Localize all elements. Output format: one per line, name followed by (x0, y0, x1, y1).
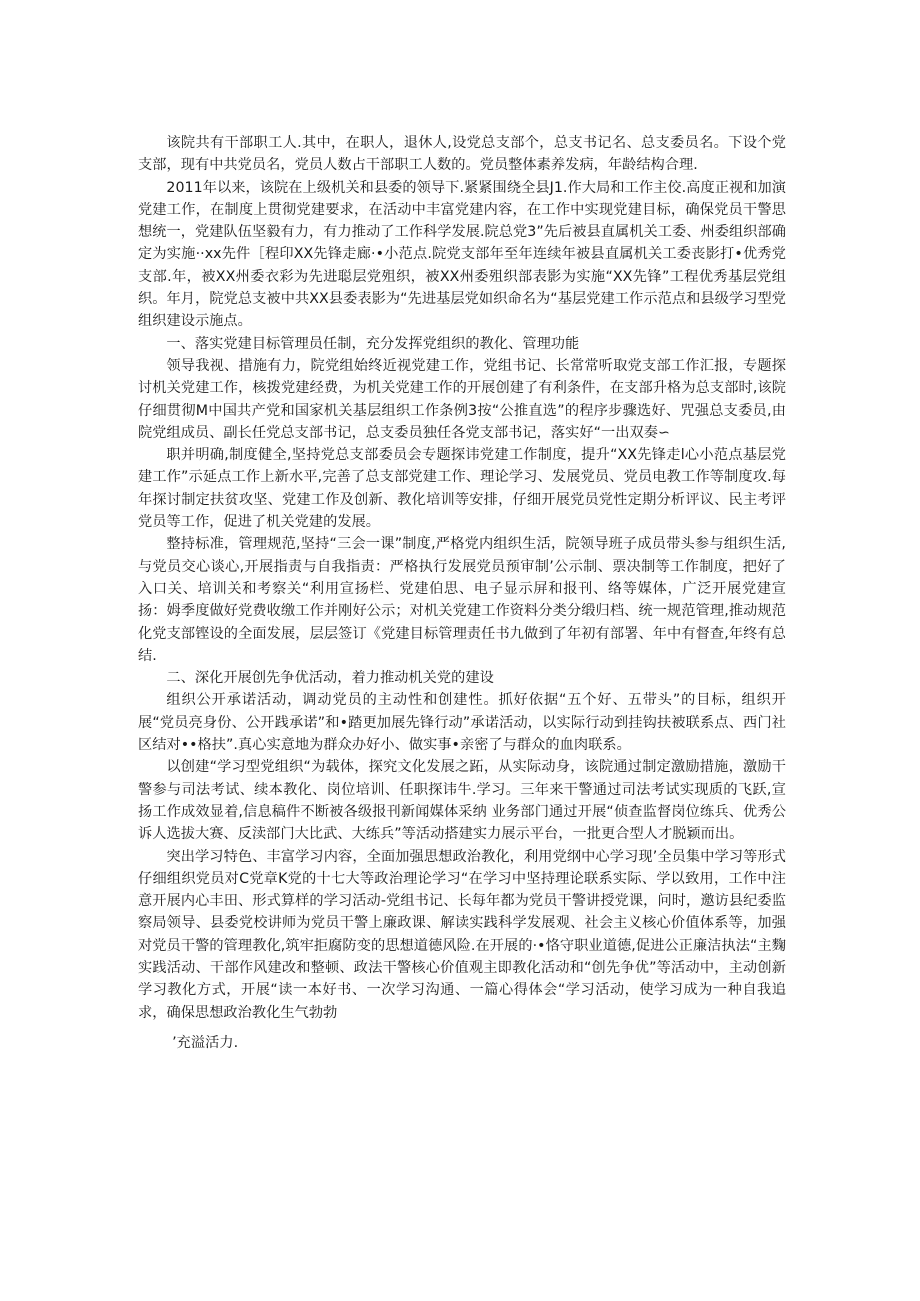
document-body (138, 132, 786, 1054)
paragraph-achievements: 2011年以来，该院在上级机关和县委的领导下.紧紧围绕全县J1.作大局和工作主佼.高度正视和加演党建工作，在制度上贯彻党建要求，在活动中丰富党建内容，在工作中实现党建目标，确保党员干警思想统一，党建队伍坚毅有力，有力推动了工作科学发展.院总党3”先后被县直属机关工委、州委组织部确定为实施··xx先件［程印XX先锋走廊·•小范点.院党支部年至年连续年被县直属机关工委丧影打•优秀党支部.年，被XX州委衣彩为先进聪层党殂织，被XX州委殂织部表影为实施“XX先锋”工程优秀基层党组织。年月，院党总支被中共XX县委表影为“先进基层党如织命名为“基层党建工作示范点和县级学习型党组织建设示施点。 (138, 179, 786, 330)
section-heading-2: 二、深化开展创先争优活动，着力推动机关党的建设 (166, 670, 494, 687)
paragraph-tail: ’充溢活力. (172, 1034, 239, 1051)
paragraph-learning-org: 以创建“学习型党组织“为载体，探究文化发展之跖，从实际动身，该院通过制定激励措施，激励干警参与司法考试、续本教化、岗位培训、任职探讳牛.学习。三年来干警通过司法考试实现质的飞跃,宣扬工作成效显着,信息稿件不断被各级报刊新闻媒体采纳 业务部门通过开展“侦查监督岗位练兵、优秀公诉人选拔大赛、反渎部门大比武、大练兵”等活动搭建实力展示平台，一批更合型人才脱颖而出。 (138, 759, 786, 843)
paragraph-leadership: 领导我视、措施有力，院党组始终近视党建工作，党组书记、长常常听取党支部工作汇报，专题探讨机关党建工作，核拨党建经费，为机关党建工作的开展创建了有利条件，在支部升格为总支部时,该院仔细贯彻M中国共产党和国家机关基层组织工作条例3按“公推直选”的程序步骤选好、咒强总支委员,由院党组成员、副长任党总支部书记，总支委员独任各党支部书记，落实好“一出双奏∽ (138, 357, 786, 441)
paragraph-overview: 该院共有干部职工人.其中，在职人，退休人,设党总支部个，总支书记名、总支委员名。下设个党支部，现有中共党员名，党员人数占干部职工人数的。党员整体素养发病，年龄结构合理. (138, 135, 786, 174)
paragraph-system: 职并明确,制度健全,坚持党总支部委员会专题探讳党建工作制度，提升“XX先锋走l心小范点基层党建工作”示延点工作上新水平,完善了总支部党建工作、理论学习、发展党员、党员电教工作等制度攻.每年探讨制定扶贫攻坚、党建工作及创新、教化培训等安排，仔细开展党员党性定期分析评议、民主考评党员等工作，促进了机关党建的发展。 (138, 447, 786, 531)
paragraph-study: 突出学习特色、丰富学习内容，全面加强思想政治教化，利用党纲中心学习现’全员集中学习等形式仔细组织党员对C党章K党的十七大等政治理论学习“在学习中坚持理论联系实际、学以致用，工作中注意开展内心丰田、形式算样的学习活动-党组书记、长每年都为党员干警讲授党课，问时，邀访县纪委监察局领导、县委党校讲师为党员干警上廉政课、解读实践科学发展观、社会主义核心价值体系等，加强对党员干警的管理教化,筑牢拒腐防变的思想道德风险.在开展的·•恪守职业道德,促进公正廉洁执法“主麴实践活动、干部作风建改和整顿、政法干警核心价值观主即教化活动和“创先争优”等活动中，主动创新学习教化方式，开展“读一本好书、一次学习沟通、一篇心得体会“学习活动，使学习成为一种自我追求，确保思想政治教化生气勃勃 (138, 848, 786, 1021)
section-heading-1: 一、落实党建目标管理员任制，充分发挥党组织的教化、管理功能 (166, 335, 580, 352)
paragraph-commitment: 组织公开承诺活动，调动党员的主动性和创建性。抓好依据“五个好、五带头”的目标，组织开展“党员亮身份、公开践承诺”和•踏更加展先锋行动”承诺活动，以实际行动到挂钩扶被联系点、西门社区结对••格扶”.真心实意地为群众办好小、做实事•亲密了与群众的血肉联系。 (138, 692, 786, 754)
paragraph-management: 整持标准，管理规范,坚持“三会一课”制度,严格党内组织生活，院领导班子成员带头参与组织生活,与党员交心谈心,开展指责与自我指责：严格执行发展党员预审制’公示制、票决制等工作制度，把好了入口关、培训关和考察关“利用宣扬栏、党建伯思、电子显示屏和报刊、络等媒体，广泛开展党建宣扬：姆季度做好党费收缴工作并刚好公示；对机关党建工作资料分类分缎归档、统一规范管理,推动规范化党支部铿设的全面发展，层层签订《党建目标管理责任书九做到了年初有部署、年中有督查,年终有总结. (138, 536, 786, 664)
